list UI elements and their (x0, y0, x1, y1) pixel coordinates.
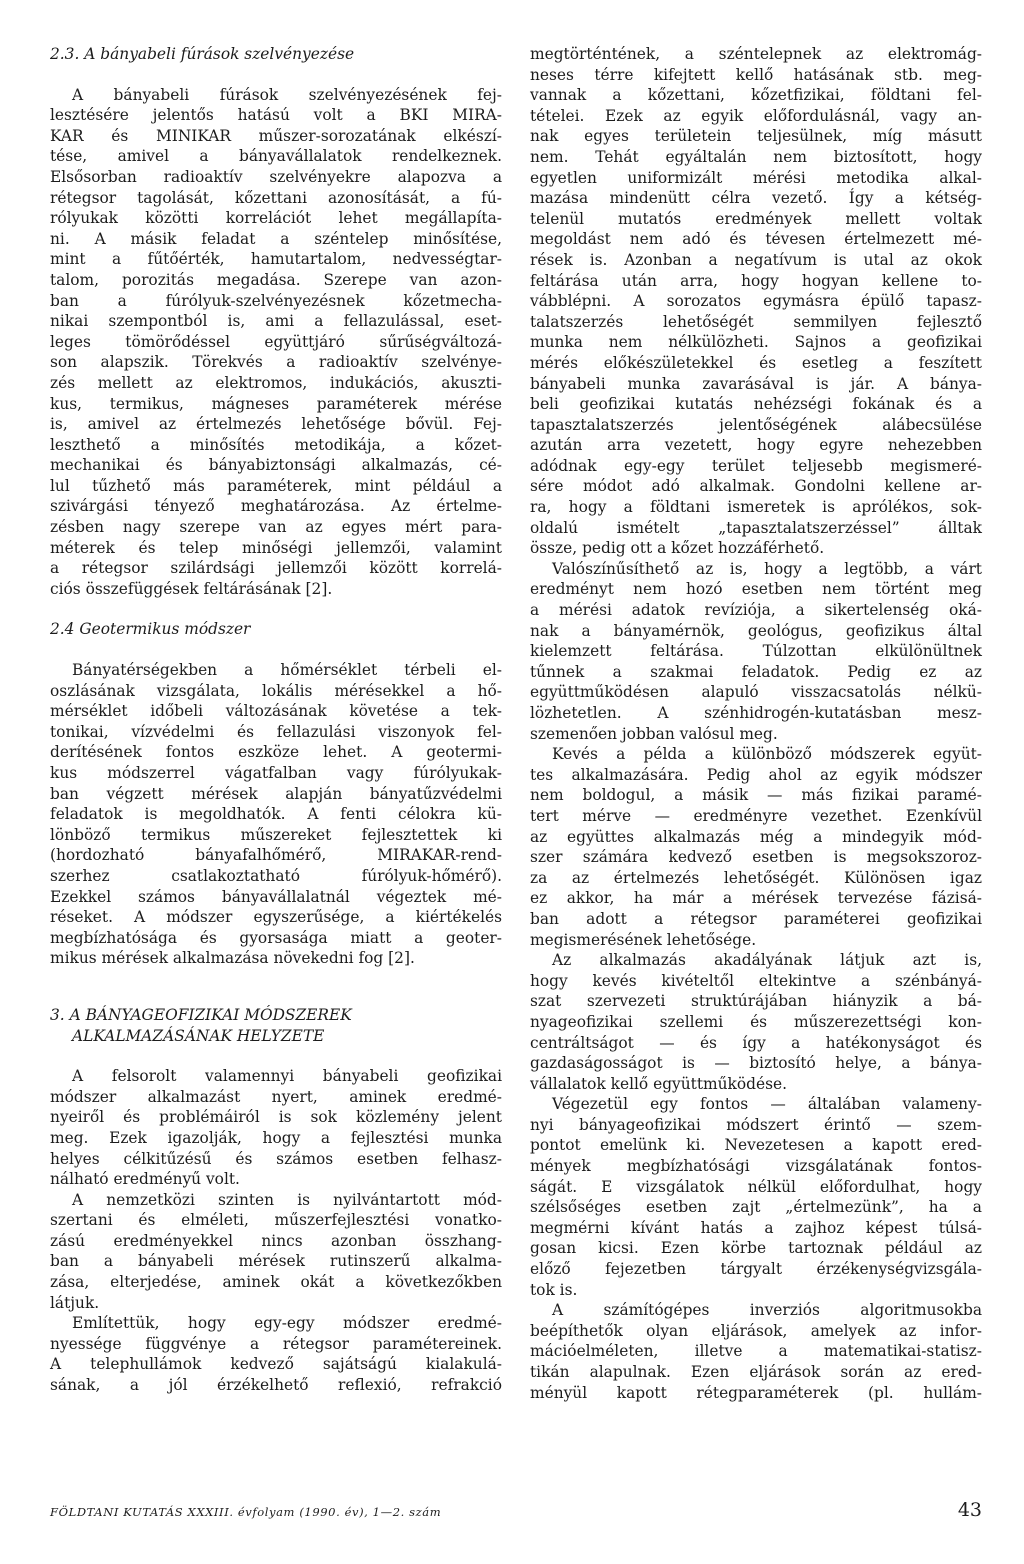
section-heading: ALKALMAZÁSÁNAK HELYZETE (72, 1026, 325, 1045)
text-line: a rétegsor szilárdsági jellemzői között korrelá- (50, 559, 502, 578)
text-line: (hordozható bányafalhőmérő, MIRAKAR-rend- (50, 846, 502, 865)
text-line: ményül kapott rétegparaméterek (pl. hullám- (530, 1383, 982, 1402)
text-line: mérséklet időbeli változásának követése a tek- (50, 702, 502, 721)
text-line: ban adott a rétegsor paraméterei geofizikai (530, 909, 982, 928)
page-number: 43 (957, 1499, 982, 1521)
text-line: látjuk. (50, 1293, 100, 1312)
text-line: za az értelmezés lehetőségét. Különösen igaz (530, 868, 982, 887)
text-line: vábblépni. A sorozatos egymásra épülő tapasz- (530, 292, 982, 311)
text-line: módszer alkalmazást nyert, aminek eredmé- (50, 1087, 502, 1106)
text-line: nak egyes területein teljesülnek, míg másutt (530, 127, 982, 146)
text-line: mazása mindenütt célra vezető. Így a kétség- (530, 189, 982, 208)
text-line: tok is. (530, 1280, 578, 1299)
text-line: ni. A másik feladat a széntelep minősítése, (50, 229, 502, 248)
text-line: Elsősorban radioaktív szelvényekre alapozva a (50, 167, 502, 186)
text-line: szivárgási tényező meghatározása. Az értelme- (50, 497, 502, 516)
text-line: Említettük, hogy egy-egy módszer eredmé- (72, 1314, 502, 1333)
text-line: A nemzetközi szinten is nyilvántartott mód- (72, 1190, 502, 1209)
right-column (530, 44, 982, 1403)
text-line: lönböző termikus műszereket fejlesztettek ki (50, 825, 502, 844)
text-line: nyessége függvénye a rétegsor paramétereinek. (50, 1334, 502, 1353)
text-line: méterek és telep minőségi jellemzői, valamint (50, 538, 502, 557)
text-line: ban a bányabeli mérések rutinszerű alkalma- (50, 1252, 502, 1271)
text-line: azután arra vezetett, hogy egyre nehezebben (530, 436, 982, 455)
text-line: szerhez csatlakoztatható fúrólyuk-hőmérő). (50, 866, 502, 885)
text-line: nálható eredményű volt. (50, 1170, 240, 1189)
text-line: kus módszerrel vágatfalban vagy fúrólyukak- (50, 764, 502, 782)
spacer (50, 599, 502, 619)
text-line: nikai szempontból is, ami a fellazulással, eset- (50, 312, 502, 331)
text-line: megoldást nem adó és tévesen értelmezett mé- (530, 230, 982, 249)
text-line: eredményt nem hozó esetben nem történt meg (530, 580, 982, 599)
text-line: helyes célkitűzésű és számos esetben felhasz- (50, 1149, 502, 1168)
left-column (50, 44, 502, 1396)
text-line: tikán alapulnak. Ezen eljárások során az ered- (530, 1363, 982, 1381)
page-footer (50, 1497, 982, 1521)
text-line: meg. Ezek igazolják, hogy a fejlesztési munka (50, 1128, 502, 1147)
text-line: Bányatérségekben a hőmérséklet térbeli el- (72, 661, 502, 680)
section-heading: 3. A BÁNYAGEOFIZIKAI MÓDSZEREK (50, 1005, 352, 1024)
text-line: munka nem nélkülözheti. Sajnos a geofizikai (530, 333, 982, 352)
spacer (50, 1046, 502, 1066)
text-line: KAR és MINIKAR műszer-sorozatának elkészí- (50, 126, 502, 145)
text-line: ságát. E vizsgálatok nélkül előfordulhat, hogy (530, 1177, 982, 1196)
text-line: az együttes alkalmazás még a mindegyik mód- (530, 827, 982, 846)
text-line: bányabeli munka zavarásával is jár. A bánya- (530, 374, 982, 393)
journal-citation: FÖLDTANI KUTATÁS XXXIII. évfolyam (1990. év), 1—2. szám (50, 1505, 442, 1519)
text-line: A felsorolt valamennyi bányabeli geofizikai (72, 1067, 502, 1086)
text-line: tert mérve — eredményre vezethet. Ezenkívül (530, 806, 982, 825)
text-line: talom, porozitás megadása. Szerepe van azon- (50, 270, 502, 289)
text-line: zása, elterjedése, aminek okát a következőkben (50, 1273, 502, 1292)
text-line: nyeiről és problémáiról is sok közlemény jelent (50, 1108, 502, 1127)
text-line: Valószínűsíthető az is, hogy a legtöbb, a várt (552, 559, 982, 578)
text-line: megmérni kívánt hatás a zajhoz képest túlsá- (530, 1218, 982, 1237)
text-line: leges tömörődéssel együttjáró sűrűségváltozá- (50, 332, 502, 351)
text-line: leszthető a minősítés metodikája, a kőzet- (50, 435, 502, 454)
text-line: ban a fúrólyuk-szelvényezésnek kőzetmecha- (50, 291, 502, 310)
text-line: sának, a jól érzékelhető reflexió, refrakció (50, 1376, 502, 1395)
text-line: is, amivel az értelmezés lehetősége bővül. Fej- (50, 415, 502, 434)
text-line: rések is. Azonban a negatívum is utal az okok (530, 250, 982, 269)
text-line: zésben nagy szerepe van az egyes mért para- (50, 518, 502, 537)
text-line: mint a fűtőérték, hamutartalom, nedvességtar- (50, 250, 502, 269)
text-line: megismerésének lehetősége. (530, 930, 757, 949)
text-line: szélsőséges esetben zajt „értelmezünk”, ha a (530, 1198, 982, 1217)
text-line: adódnak egy-egy terület teljesebb megismeré- (530, 456, 982, 475)
text-line: beli geofizikai kutatás nehézségi fokának és a (530, 395, 982, 414)
text-line: oszlásának vizsgálata, lokális mérésekkel a hő- (50, 681, 502, 700)
text-line: gosan kicsi. Ezen körbe tartoznak például az (530, 1239, 982, 1258)
text-line: vannak a kőzettani, kőzetfizikai, földtani fel- (530, 86, 982, 105)
text-line: egyetlen uniformizált mérési metodika alkal- (530, 168, 982, 187)
text-line: oldalú ismételt „tapasztalatszerzéssel” álltak (530, 518, 982, 537)
text-line: ez akkor, ha már a mérések tervezése fázisá- (530, 889, 982, 908)
text-line: tűnnek a szakmai feladatok. Pedig ez az (530, 662, 982, 681)
text-line: nem boldogul, a másik — más fizikai paramé- (530, 786, 982, 805)
text-line: mények megbízhatósági vizsgálatának fontos- (530, 1157, 982, 1176)
text-line: ban végzett mérések alapján bányatűzvédelmi (50, 784, 502, 803)
text-line: nyi bányageofizikai módszert érintő — szem- (530, 1115, 982, 1134)
text-line: son alapszik. Törekvés a radioaktív szelvénye- (50, 353, 502, 372)
text-line: feladatok is megoldhatók. A fenti célokra kü- (50, 805, 502, 824)
text-line: szer számára kedvező esetben is megsokszoroz- (530, 848, 982, 867)
text-line: mérés előkészületekkel és esetleg a feszített (530, 353, 982, 372)
text-line: Kevés a példa a különböző módszerek együt- (552, 745, 982, 764)
text-line: zés mellett az elektromos, indukációs, akuszti- (50, 373, 502, 392)
text-line: gazdaságosságot is — biztosító helye, a bánya- (530, 1054, 982, 1073)
text-line: talatszerzés lehetőségét semmilyen fejlesztő (530, 312, 982, 331)
text-line: ra, hogy a földtani ismeretek is aprólékos, sok- (530, 498, 982, 517)
text-line: feltárása után arra, hogy hogyan kellene to- (530, 271, 982, 290)
text-line: kielemzett feltárása. Túlzottan elkülönültnek (530, 642, 982, 661)
text-line: tése, amivel a bányavállalatok rendelkeznek. (50, 147, 502, 166)
text-line: megbízhatósága és gyorsasága miatt a geoter- (50, 928, 502, 947)
spacer (50, 969, 502, 1005)
text-line: mációelméleten, illetve a matematikai-statisz- (530, 1342, 982, 1361)
text-line: tapasztalatszerzés jelentőségének alábecsülése (530, 415, 982, 434)
text-line: telenül mutatós eredmények mellett voltak (530, 209, 982, 228)
text-line: beépíthetők olyan eljárások, amelyek az infor- (530, 1321, 982, 1340)
text-line: pontot emelünk ki. Nevezetesen a kapott ered- (530, 1136, 982, 1155)
text-line: réseket. A módszer egyszerűsége, a kiértékelés (50, 908, 502, 927)
text-line: együttműködésen alapuló visszacsatolás nélkü- (530, 683, 982, 702)
text-line: nak a bányamérnök, geológus, geofizikus által (530, 621, 982, 640)
section-heading: 2.4 Geotermikus módszer (50, 620, 251, 639)
text-line: Végezetül egy fontos — általában valameny- (552, 1095, 982, 1114)
text-line: szertani és elméleti, műszerfejlesztési vonatko- (50, 1211, 502, 1230)
text-line: hogy kevés kivételtől eltekintve a szénbányá- (530, 971, 982, 990)
text-line: A számítógépes inverziós algoritmusokba (552, 1301, 982, 1320)
spacer (50, 65, 502, 85)
text-line: szemenően jobban valósul meg. (530, 724, 778, 743)
text-line: tes alkalmazására. Pedig ahol az egyik módszer (530, 765, 982, 784)
text-line: tételei. Ezek az egyik előfordulásnál, vagy an- (530, 106, 982, 125)
text-line: össze, pedig ott a kőzet hozzáférhető. (530, 539, 825, 558)
text-line: nem. Tehát egyáltalán nem biztosított, hogy (530, 147, 982, 166)
text-line: lözhetetlen. A szénhidrogén-kutatásban mesz- (530, 704, 982, 722)
text-line: derítésének fontos eszköze lehet. A geotermi- (50, 743, 502, 762)
text-line: mikus mérések alkalmazása növekedni fog [2]. (50, 949, 415, 968)
text-line: lesztésére jelentős hatású volt a BKI MIRA- (50, 106, 502, 125)
text-line: Az alkalmazás akadályának látjuk azt is, (552, 951, 982, 970)
text-line: centráltságot — és így a hatékonyságot és (530, 1033, 982, 1052)
text-line: rólyukak közötti korrelációt lehet megállapíta- (50, 209, 502, 228)
text-line: a mérési adatok revíziója, a sikertelenség oká- (530, 601, 982, 620)
text-line: A bányabeli fúrások szelvényezésének fej- (72, 85, 502, 104)
text-line: ciós összefüggések feltárásának [2]. (50, 579, 333, 598)
text-line: rétegsor tagolását, kőzettani azonosítását, a fú- (50, 188, 502, 207)
text-line: szat szervezeti struktúrájában hiányzik a bá- (530, 992, 982, 1011)
text-line: lul tűzhető más paraméterek, mint például a (50, 476, 502, 495)
text-line: sére módot adó alkalmak. Gondolni kellene ar- (530, 477, 982, 496)
text-line: mechanikai és bányabiztonsági alkalmazás, cé- (50, 456, 502, 475)
spacer (50, 640, 502, 660)
text-line: vállalatok kellő együttműködése. (530, 1074, 787, 1093)
section-heading: 2.3. A bányabeli fúrások szelvényezése (50, 45, 355, 63)
text-line: nyageofizikai szellemi és műszerezettségi kon- (530, 1012, 982, 1031)
text-line: tonikai, vízvédelmi és fellazulási viszonyok fel- (50, 722, 502, 741)
text-line: neses térre kifejtett kellő hatásának stb. meg- (530, 65, 982, 84)
text-line: zású eredményekkel nincs azonban összhang- (50, 1231, 502, 1250)
text-line: előző fejezetben tárgyalt érzékenységvizsgála- (530, 1260, 982, 1279)
text-line: kus, termikus, mágneses paraméterek mérése (50, 394, 502, 413)
text-line: megtörténtének, a széntelepnek az elektromág- (530, 45, 982, 63)
text-line: A telephullámok kedvező sajátságú kialakulá- (50, 1355, 502, 1374)
text-line: Ezekkel számos bányavállalatnál végeztek mé- (50, 887, 502, 906)
